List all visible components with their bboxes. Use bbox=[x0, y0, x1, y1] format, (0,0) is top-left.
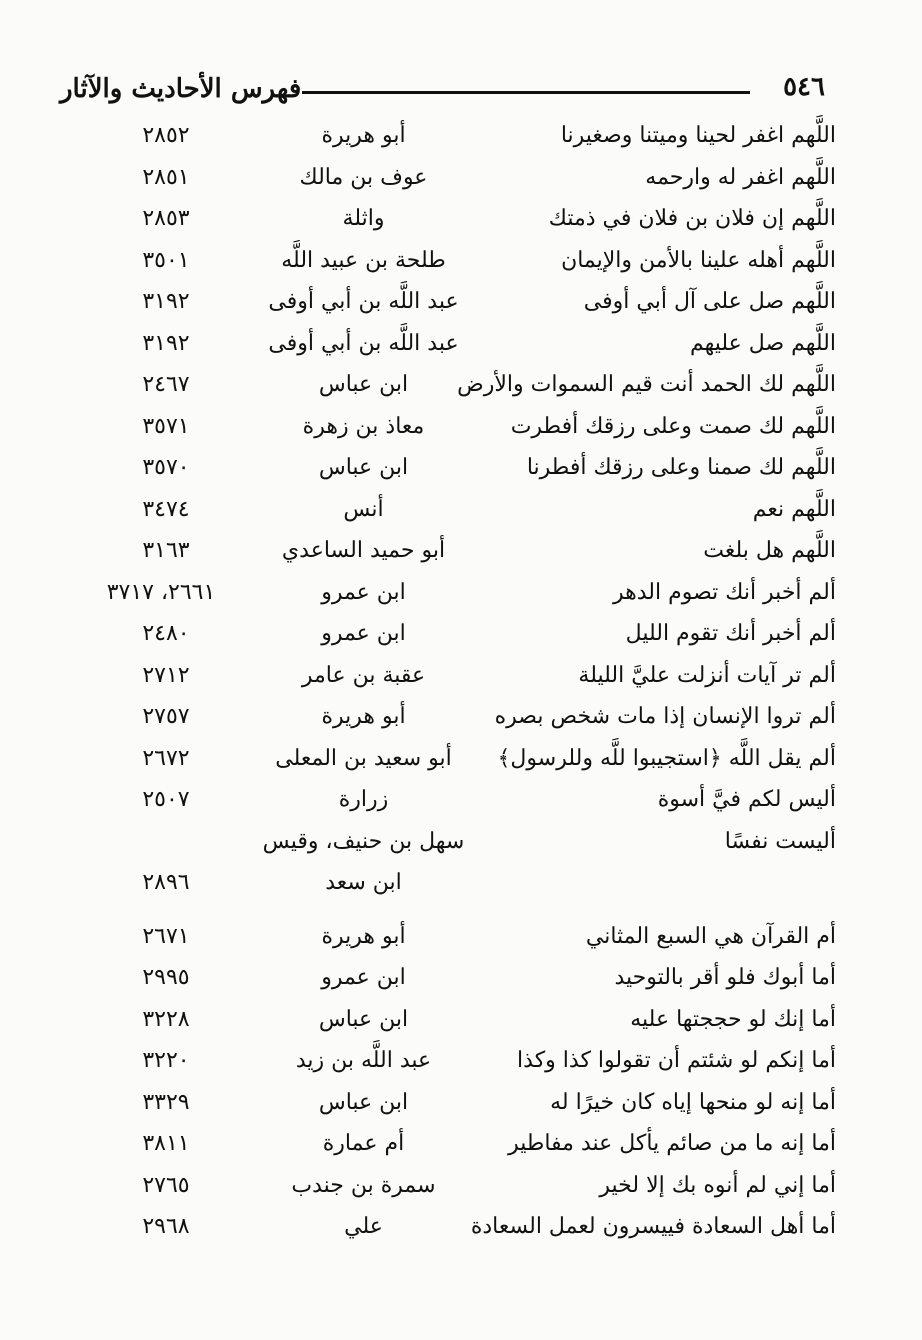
hadith-number: ٢٨٥٣ bbox=[142, 206, 190, 231]
hadith-number: ٣٨١١ bbox=[142, 1131, 190, 1156]
hadith-text: ألم يقل اللَّه ﴿استجيبوا للَّه وللرسول﴾ bbox=[497, 745, 836, 771]
index-row bbox=[96, 1206, 836, 1248]
hadith-text: اللَّهم اغفر له وارحمه bbox=[645, 164, 836, 190]
narrator-name: طلحة بن عبيد اللَّه bbox=[281, 247, 446, 273]
hadith-text: أليس لكم فيَّ أسوة bbox=[657, 787, 836, 812]
narrator-name: واثلة bbox=[342, 206, 385, 231]
narrator-name: أنس bbox=[343, 496, 384, 522]
hadith-number: ٣١٦٣ bbox=[142, 538, 190, 563]
narrator-name: عوف بن مالك bbox=[299, 164, 428, 190]
hadith-text: اللَّهم إن فلان بن فلان في ذمتك bbox=[548, 206, 836, 231]
hadith-text: اللَّهم لك صمنا وعلى رزقك أفطرنا bbox=[526, 455, 836, 480]
index-row bbox=[96, 530, 836, 572]
index-row bbox=[96, 1165, 836, 1207]
hadith-number: ٢٥٠٧ bbox=[142, 787, 190, 812]
index-row bbox=[96, 240, 836, 282]
narrator-name: سمرة بن جندب bbox=[291, 1172, 436, 1198]
hadith-number: ٢٦٧٢ bbox=[142, 745, 190, 771]
narrator-name: ابن عمرو bbox=[321, 579, 406, 605]
hadith-text: أما أهل السعادة فييسرون لعمل السعادة bbox=[470, 1214, 836, 1239]
narrator-name: معاذ بن زهرة bbox=[302, 413, 425, 439]
hadith-index-list bbox=[96, 115, 836, 1248]
hadith-number: ٢٦٦١، ٣٧١٧ bbox=[106, 579, 216, 605]
hadith-number: ٣١٩٢ bbox=[142, 289, 190, 314]
hadith-text: اللَّهم صل على آل أبي أوفى bbox=[583, 289, 836, 314]
narrator-name: ابن عمرو bbox=[321, 965, 406, 990]
hadith-number: ٣١٩٢ bbox=[142, 330, 190, 356]
narrator-name: أبو سعيد بن المعلى bbox=[275, 745, 452, 771]
hadith-number: ٣٢٢٨ bbox=[142, 1006, 190, 1032]
narrator-name: ابن عباس bbox=[318, 455, 409, 480]
index-row bbox=[96, 281, 836, 323]
hadith-number: ٣٤٧٤ bbox=[142, 496, 190, 522]
index-row bbox=[96, 323, 836, 365]
index-row bbox=[96, 157, 836, 199]
index-row bbox=[96, 779, 836, 821]
index-row bbox=[96, 115, 836, 157]
narrator-name: أبو هريرة bbox=[321, 923, 406, 949]
hadith-number: ٣٥٠١ bbox=[142, 247, 190, 273]
hadith-text: اللَّهم نعم bbox=[752, 496, 836, 522]
hadith-number: ٣٥٧١ bbox=[142, 413, 190, 439]
hadith-number bbox=[96, 821, 236, 863]
narrator-name: عبد اللَّه بن أبي أوفى bbox=[268, 330, 459, 356]
index-row bbox=[96, 916, 836, 958]
narrator-name: أبو هريرة bbox=[321, 704, 406, 729]
narrator-name: عبد اللَّه بن زيد bbox=[295, 1048, 432, 1073]
hadith-number: ٢٩٦٨ bbox=[142, 1214, 190, 1239]
page-header bbox=[60, 70, 825, 118]
hadith-number: ٣٥٧٠ bbox=[142, 455, 190, 480]
hadith-text: اللَّهم اغفر لحينا وميتنا وصغيرنا bbox=[560, 123, 836, 148]
hadith-text: ألم أخبر أنك تقوم الليل bbox=[625, 621, 836, 646]
page-number: ٥٤٦ bbox=[783, 72, 825, 102]
header-rule bbox=[302, 91, 750, 94]
hadith-text: ألم أخبر أنك تصوم الدهر bbox=[613, 579, 836, 605]
hadith-text: اللَّهم أهله علينا بالأمن والإيمان bbox=[561, 247, 836, 273]
hadith-text: أما إنكم لو شئتم أن تقولوا كذا وكذا bbox=[517, 1048, 836, 1073]
hadith-text: اللَّهم لك الحمد أنت قيم السموات والأرض bbox=[457, 372, 836, 397]
narrator-name: ابن عمرو bbox=[321, 621, 406, 646]
index-row bbox=[96, 489, 836, 531]
page-title: فهرس الأحاديث والآثار bbox=[60, 74, 302, 104]
index-row bbox=[96, 655, 836, 697]
index-row bbox=[96, 364, 836, 406]
hadith-number: ٢٧٦٥ bbox=[142, 1172, 190, 1198]
narrator-name: سهل بن حنيف، وقيس bbox=[262, 828, 465, 854]
hadith-text: أما أبوك فلو أقر بالتوحيد bbox=[614, 965, 836, 990]
hadith-text: أليست نفسًا bbox=[724, 828, 836, 854]
index-row bbox=[96, 1082, 836, 1124]
index-row bbox=[96, 957, 836, 999]
narrator-name: أم عمارة bbox=[322, 1131, 405, 1156]
index-row bbox=[96, 198, 836, 240]
index-row bbox=[96, 1040, 836, 1082]
index-row bbox=[96, 613, 836, 655]
index-row bbox=[96, 999, 836, 1041]
hadith-text: أما إنه لو منحها إياه كان خيرًا له bbox=[550, 1089, 836, 1115]
hadith-number: ٢٨٥٢ bbox=[142, 123, 190, 148]
hadith-number: ٢٧١٢ bbox=[142, 662, 190, 688]
index-row bbox=[96, 738, 836, 780]
hadith-number: ٢٤٦٧ bbox=[142, 372, 190, 397]
row-gap bbox=[96, 904, 836, 916]
narrator-name: زرارة bbox=[338, 787, 389, 812]
narrator-name: عقبة بن عامر bbox=[301, 662, 426, 688]
hadith-text: ألم تر آيات أنزلت عليَّ الليلة bbox=[578, 662, 836, 688]
index-row bbox=[96, 862, 836, 904]
narrator-name: علي bbox=[344, 1214, 383, 1239]
hadith-text: أما إني لم أنوه بك إلا لخير bbox=[599, 1172, 836, 1198]
hadith-text: أما إنك لو حججتها عليه bbox=[630, 1006, 836, 1032]
index-row bbox=[96, 406, 836, 448]
hadith-number: ٢٦٧١ bbox=[142, 923, 190, 949]
narrator-name: ابن عباس bbox=[318, 1006, 409, 1032]
hadith-number: ٢٨٩٦ bbox=[142, 870, 190, 895]
hadith-text: أما إنه ما من صائم يأكل عند مفاطير bbox=[508, 1131, 836, 1156]
hadith-number: ٣٢٢٠ bbox=[142, 1048, 190, 1073]
hadith-number: ٢٤٨٠ bbox=[142, 621, 190, 646]
index-row bbox=[96, 572, 836, 614]
narrator-name: عبد اللَّه بن أبي أوفى bbox=[268, 289, 459, 314]
hadith-number: ٢٩٩٥ bbox=[142, 965, 190, 990]
narrator-name: أبو هريرة bbox=[321, 123, 406, 148]
index-row bbox=[96, 696, 836, 738]
index-row bbox=[96, 1123, 836, 1165]
index-row bbox=[96, 447, 836, 489]
hadith-number: ٢٨٥١ bbox=[142, 164, 190, 190]
index-row bbox=[96, 821, 836, 863]
hadith-text: أم القرآن هي السبع المثاني bbox=[585, 923, 836, 949]
narrator-name: ابن عباس bbox=[318, 372, 409, 397]
hadith-text: ألم تروا الإنسان إذا مات شخص بصره bbox=[494, 704, 836, 729]
narrator-name: ابن سعد bbox=[325, 870, 402, 895]
hadith-number: ٢٧٥٧ bbox=[142, 704, 190, 729]
hadith-text: اللَّهم صل عليهم bbox=[689, 330, 836, 356]
hadith-text: اللَّهم لك صمت وعلى رزقك أفطرت bbox=[510, 413, 836, 439]
hadith-number: ٣٣٢٩ bbox=[142, 1089, 190, 1115]
narrator-name: ابن عباس bbox=[318, 1089, 409, 1115]
hadith-text: اللَّهم هل بلغت bbox=[703, 538, 836, 563]
narrator-name: أبو حميد الساعدي bbox=[281, 538, 446, 563]
